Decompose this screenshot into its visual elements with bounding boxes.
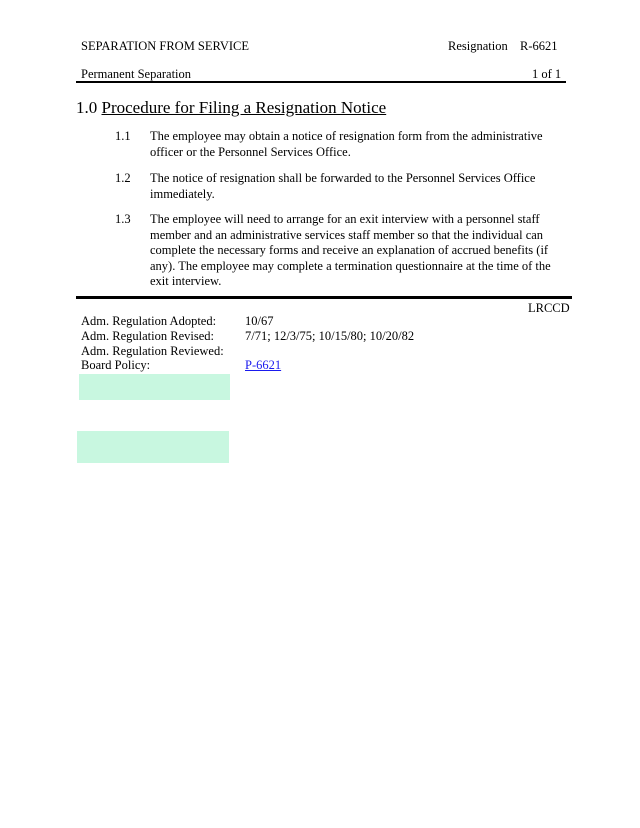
adopted-label: Adm. Regulation Adopted: xyxy=(81,314,217,328)
highlight-box xyxy=(77,431,229,463)
item-text: The employee may obtain a notice of resignation form from the administrative officer or the Personnel Services Office. xyxy=(150,129,543,159)
section-number: 1.0 xyxy=(76,98,98,117)
organization-label: LRCCD xyxy=(528,301,570,315)
header-section-title: SEPARATION FROM SERVICE xyxy=(81,39,250,53)
board-policy-label: Board Policy: xyxy=(81,358,151,372)
section-title: Procedure for Filing a Resignation Notice xyxy=(101,98,387,117)
reviewed-label: Adm. Regulation Reviewed: xyxy=(81,344,224,358)
footer-rule xyxy=(76,296,572,299)
revised-value: 7/71; 12/3/75; 10/15/80; 10/20/82 xyxy=(245,329,415,343)
item-text: The notice of resignation shall be forwarded to the Personnel Services Office immediately. xyxy=(150,171,536,201)
board-policy-link[interactable]: P-6621 xyxy=(245,358,282,372)
header-topic: Resignation xyxy=(448,39,508,53)
item-text: The employee will need to arrange for an exit interview with a personnel staff member and an administrative services staff member so that the individual can complete the necessary forms and receive an explanation of accrued benefits (if any). The employee may complete a termination questionnaire at the time of the exit interview. xyxy=(150,212,551,288)
header-subsection: Permanent Separation xyxy=(81,67,192,81)
section-heading xyxy=(76,97,386,119)
revised-label: Adm. Regulation Revised: xyxy=(81,329,214,343)
item-number: 1.2 xyxy=(115,171,131,185)
highlight-box xyxy=(79,374,230,400)
item-number: 1.3 xyxy=(115,212,131,226)
header-rule xyxy=(76,81,566,83)
header-regulation-code: R-6621 xyxy=(520,39,558,53)
adopted-value: 10/67 xyxy=(245,314,274,328)
header-page-indicator: 1 of 1 xyxy=(532,67,562,81)
item-number: 1.1 xyxy=(115,129,131,143)
